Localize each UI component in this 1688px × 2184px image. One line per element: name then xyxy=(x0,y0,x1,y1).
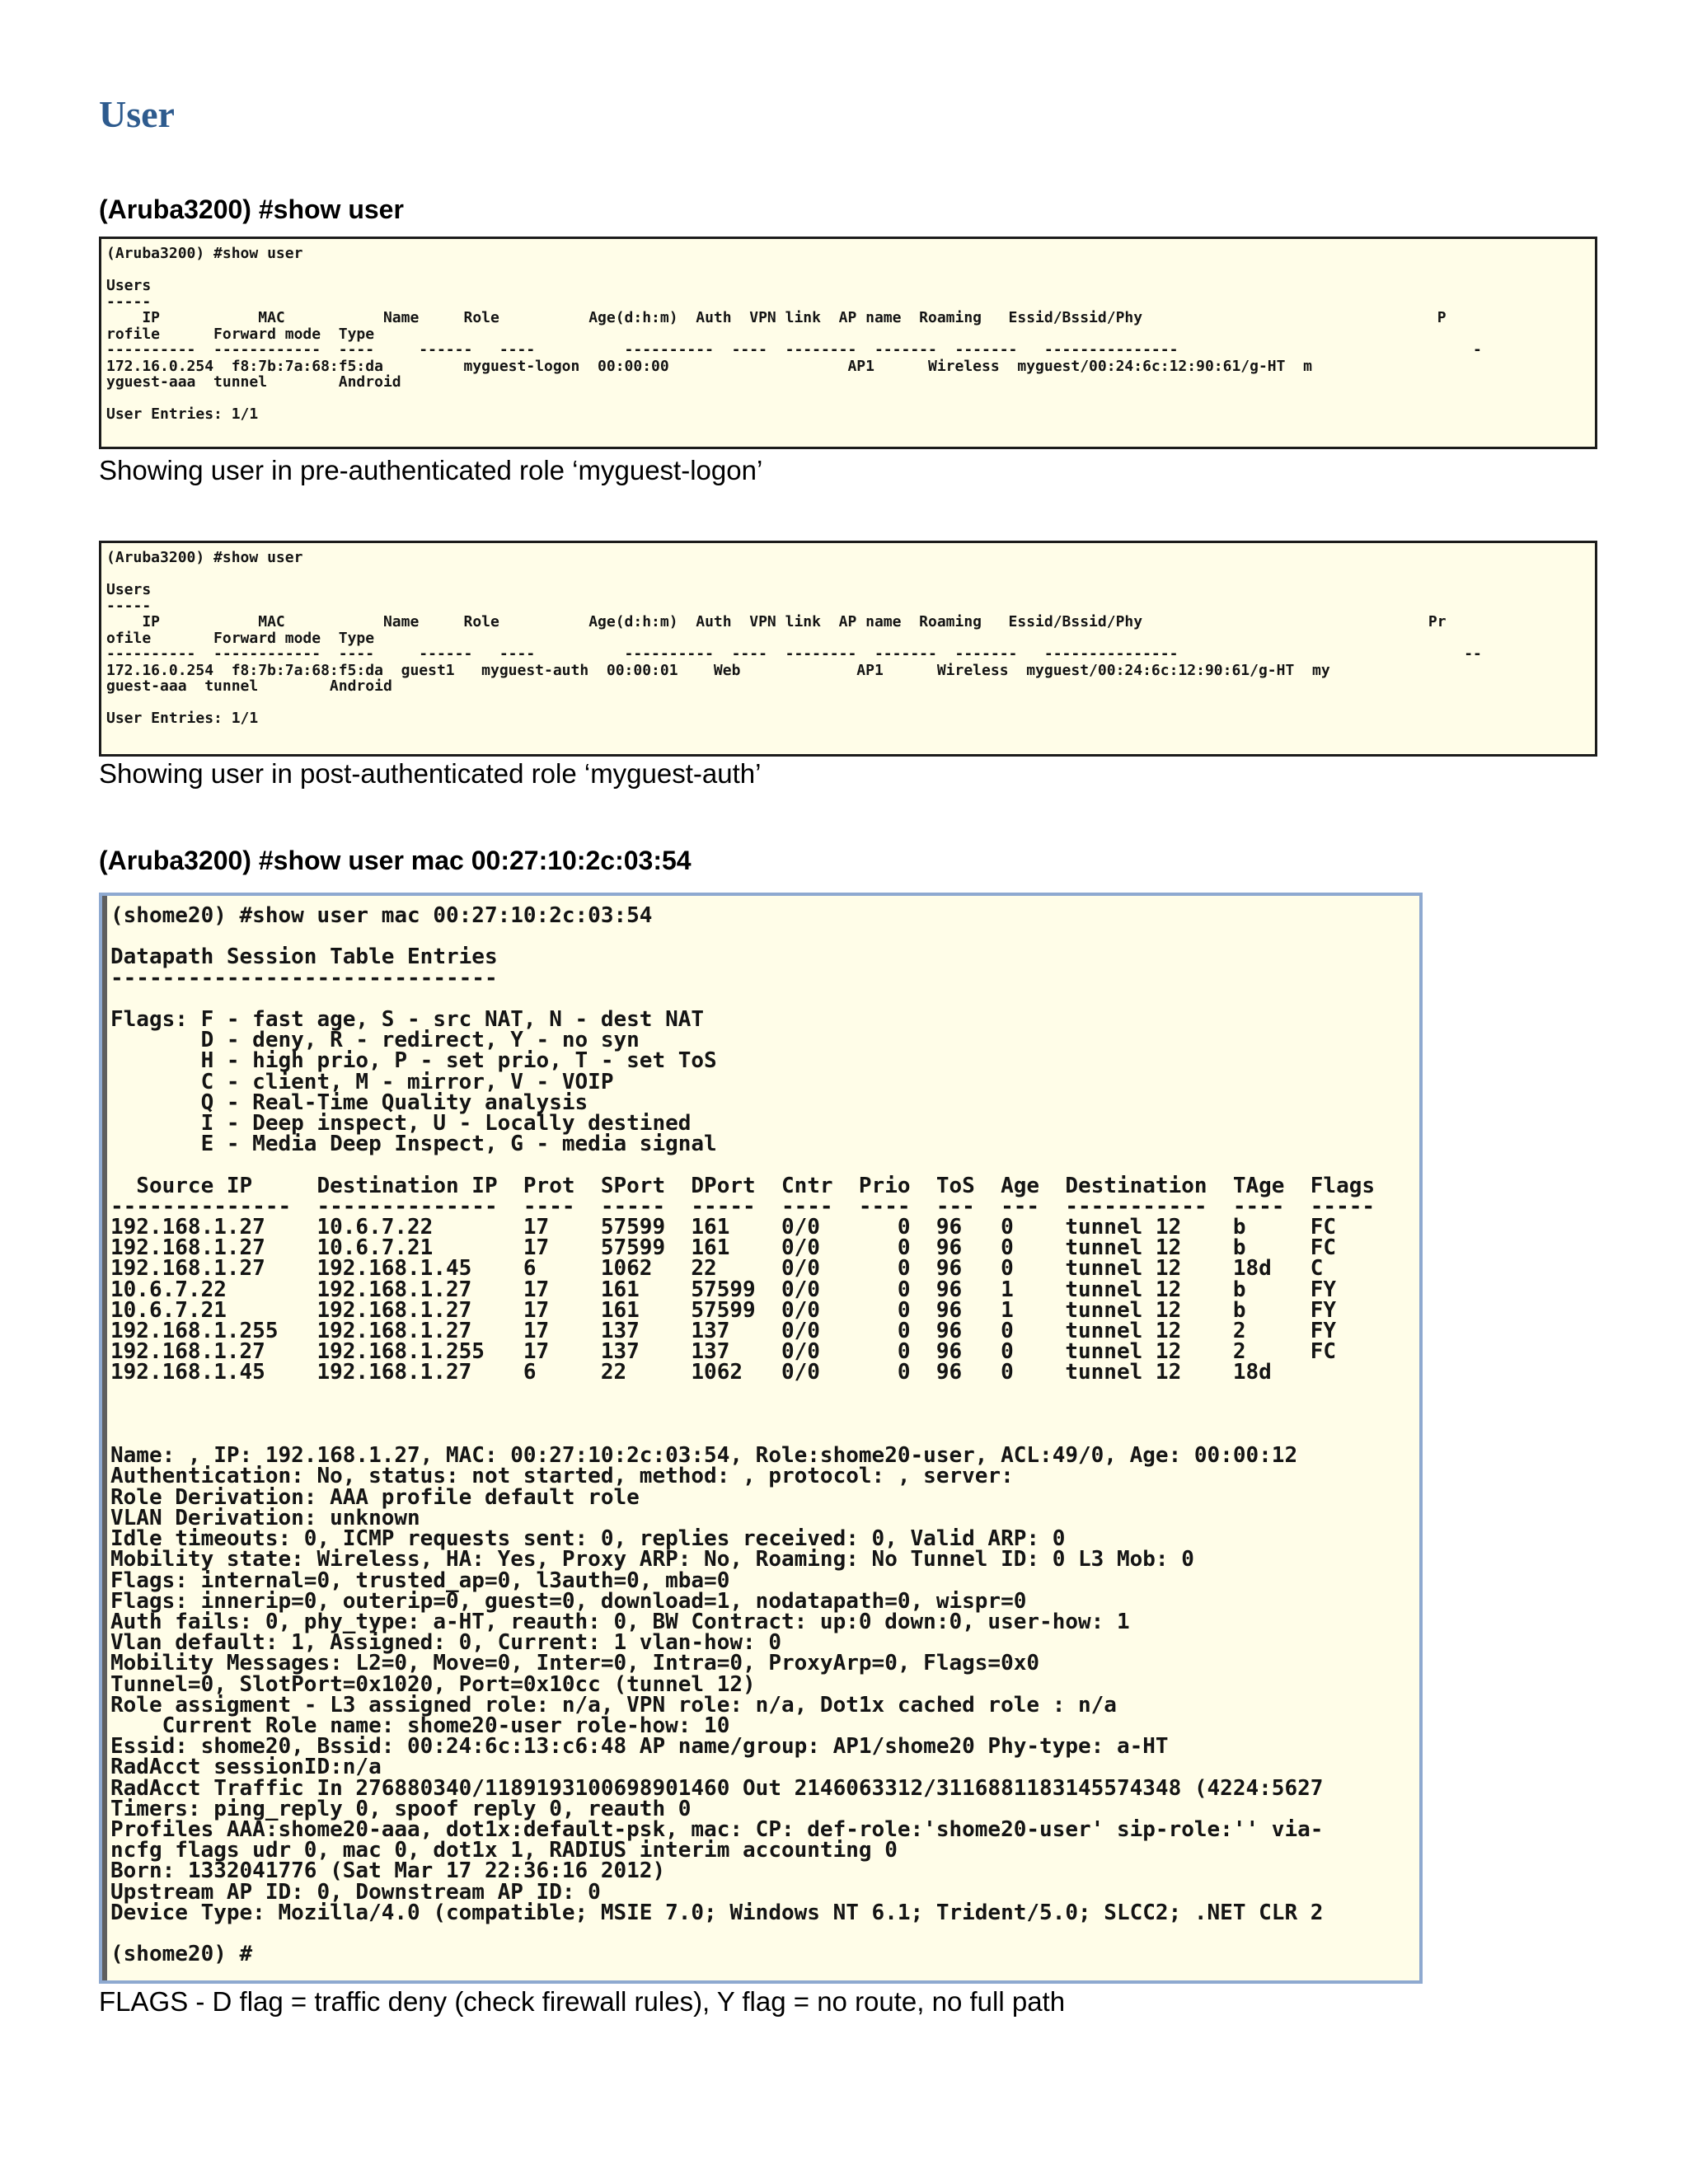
section1-caption: Showing user in pre-authenticated role ‘myguest-logon’ xyxy=(99,455,763,485)
page-title: User xyxy=(99,93,175,135)
section3-command-heading: (Aruba3200) #show user mac 00:27:10:2c:03:54 xyxy=(99,846,692,875)
section2-caption: Showing user in post-authenticated role ‘myguest-auth’ xyxy=(99,758,762,789)
terminal-show-user-pre-auth: (Aruba3200) #show user Users ----- IP MAC Name Role Age(d:h:m) Auth VPN link AP name Roaming Essid/Bssid/Phy P rofile Forward mode Type ---------- ------------ ---- ------ ---- ---------- ---- -------- ------- ------- --------------- - 172.16.0.254 f8:7b:7a:68:f5:da myguest-logon 00:00:00 AP1 Wireless myguest/00:24:6c:12:90:61/g-HT m yguest-aaa tunnel Android User Entries: 1/1 xyxy=(99,237,1597,449)
section3-caption: FLAGS - D flag = traffic deny (check firewall rules), Y flag = no route, no full path xyxy=(99,1986,1066,2017)
terminal-show-user-mac: (shome20) #show user mac 00:27:10:2c:03:54 Datapath Session Table Entries ------------------------------ Flags: F - fast age, S - src NAT, N - dest NAT D - deny, R - redirect, Y - no syn H - high prio, P - set prio, T - set ToS C - client, M - mirror, V - VOIP Q - Real-Time Quality analysis I - Deep inspect, U - Locally destined E - Media Deep Inspect, G - media signal Source IP Destination IP Prot SPort DPort Cntr Prio ToS Age Destination TAge Flags -------------- -------------- ---- ----- ----- ---- ---- --- --- ----------- ---- ----- 192.168.1.27 10.6.7.22 17 57599 161 0/0 0 96 0 tunnel 12 b FC 192.168.1.27 10.6.7.21 17 57599 161 0/0 0 96 0 tunnel 12 b FC 192.168.1.27 192.168.1.45 6 1062 22 0/0 0 96 0 tunnel 12 18d C 10.6.7.22 192.168.1.27 17 161 57599 0/0 0 96 1 tunnel 12 b FY 10.6.7.21 192.168.1.27 17 161 57599 0/0 0 96 1 tunnel 12 b FY 192.168.1.255 192.168.1.27 17 137 137 0/0 0 96 0 tunnel 12 2 FY 192.168.1.27 192.168.1.255 17 137 137 0/0 0 96 0 tunnel 12 2 FC 192.168.1.45 192.168.1.27 6 22 1062 0/0 0 96 0 tunnel 12 18d Name: , IP: 192.168.1.27, MAC: 00:27:10:2c:03:54, Role:shome20-user, ACL:49/0, Age: 00:00:12 Authentication: No, status: not started, method: , protocol: , server: Role Derivation: AAA profile default role VLAN Derivation: unknown Idle timeouts: 0, ICMP requests sent: 0, replies received: 0, Valid ARP: 0 Mobility state: Wireless, HA: Yes, Proxy ARP: No, Roaming: No Tunnel ID: 0 L3 Mob: 0 Flags: internal=0, trusted_ap=0, l3auth=0, mba=0 Flags: innerip=0, outerip=0, guest=0, download=1, nodatapath=0, wispr=0 Auth fails: 0, phy_type: a-HT, reauth: 0, BW Contract: up:0 down:0, user-how: 1 Vlan default: 1, Assigned: 0, Current: 1 vlan-how: 0 Mobility Messages: L2=0, Move=0, Inter=0, Intra=0, ProxyArp=0, Flags=0x0 Tunnel=0, SlotPort=0x1020, Port=0x10cc (tunnel 12) Role assigment - L3 assigned role: n/a, VPN role: n/a, Dot1x cached role : n/a Current Role name: shome20-user role-how: 10 Essid: shome20, Bssid: 00:24:6c:13:c6:48 AP name/group: AP1/shome20 Phy-type: a-HT RadAcct sessionID:n/a RadAcct Traffic In 276880340/1189193100698901460 Out 2146063312/3116881183145574348 (4224:5627 Timers: ping_reply 0, spoof reply 0, reauth 0 Profiles AAA:shome20-aaa, dot1x:default-psk, mac: CP: def-role:'shome20-user' sip-role:'' via- ncfg flags udr 0, mac 0, dot1x 1, RADIUS interim accounting 0 Born: 1332041776 (Sat Mar 17 22:36:16 2012) Upstream AP ID: 0, Downstream AP ID: 0 Device Type: Mozilla/4.0 (compatible; MSIE 7.0; Windows NT 6.1; Trident/5.0; SLCC2; .NET CLR 2 (shome20) # xyxy=(99,893,1423,1984)
section1-command-heading: (Aruba3200) #show user xyxy=(99,194,404,224)
terminal-show-user-post-auth: (Aruba3200) #show user Users ----- IP MAC Name Role Age(d:h:m) Auth VPN link AP name Roaming Essid/Bssid/Phy Pr ofile Forward mode Type ---------- ------------ ---- ------ ---- ---------- ---- -------- ------- ------- --------------- -- 172.16.0.254 f8:7b:7a:68:f5:da guest1 myguest-auth 00:00:01 Web AP1 Wireless myguest/00:24:6c:12:90:61/g-HT my guest-aaa tunnel Android User Entries: 1/1 xyxy=(99,541,1597,757)
